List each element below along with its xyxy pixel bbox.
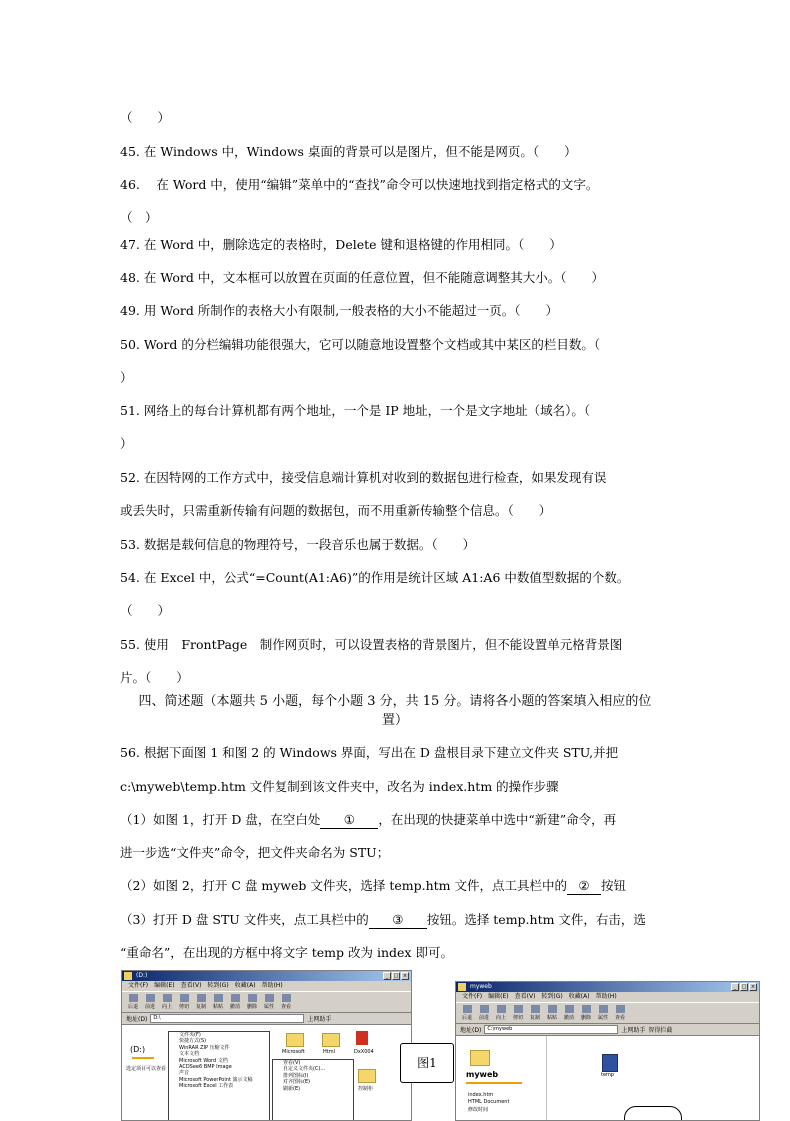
step2-text-b: 按钮 bbox=[600, 878, 626, 893]
delete-icon bbox=[582, 1005, 591, 1013]
figure2-titlebar bbox=[456, 982, 759, 992]
folder-icon[interactable] bbox=[358, 1069, 376, 1083]
cut-button[interactable]: 剪切 bbox=[511, 1005, 525, 1021]
figure2-menubar bbox=[456, 992, 759, 1003]
menu-edit[interactable]: 编辑(E) bbox=[154, 982, 175, 989]
question-56-line1: 56. 根据下面图 1 和图 2 的 Windows 界面，写出在 D 盘根目录下建立文件夹 STU,并把 bbox=[120, 745, 619, 760]
back-icon bbox=[463, 1005, 472, 1013]
question-47: 47. 在 Word 中，删除选定的表格时，Delete 键和退格键的作用相同。（ ） bbox=[120, 237, 562, 252]
views-button[interactable]: 查看 bbox=[279, 994, 293, 1010]
paste-icon bbox=[548, 1005, 557, 1013]
menu-go[interactable]: 转到(G) bbox=[207, 982, 229, 989]
ctx2-arrange[interactable]: 排列图标(I) bbox=[283, 1072, 309, 1079]
views-icon bbox=[282, 994, 291, 1002]
ctx-excel[interactable]: Microsoft Excel 工作表 bbox=[179, 1083, 234, 1090]
folder-label-2: Html bbox=[323, 1049, 335, 1055]
figure2-window bbox=[455, 981, 760, 1121]
menu-view[interactable]: 查看(V) bbox=[180, 982, 202, 989]
paste-button[interactable]: 粘贴 bbox=[211, 994, 225, 1010]
question-46: 46. 在 Word 中，使用“编辑”菜单中的“查找”命令可以快速地找到指定格式的文字。 bbox=[120, 177, 599, 192]
link-label[interactable]: 上网助手 bbox=[621, 1027, 646, 1034]
step-1 bbox=[120, 812, 616, 829]
delete-button[interactable]: 删除 bbox=[245, 994, 259, 1010]
properties-button[interactable]: 属性 bbox=[262, 994, 276, 1010]
figure1-left-pane bbox=[122, 1025, 166, 1120]
question-45: 45. 在 Windows 中，Windows 桌面的背景可以是图片，但不能是网页。（ ） bbox=[120, 144, 577, 159]
step3-text-b: 按钮。选择 temp.htm 文件，右击，选 bbox=[426, 912, 646, 927]
figure1-address-bar bbox=[122, 1013, 411, 1025]
context-menu bbox=[272, 1059, 354, 1121]
figure1-toolbar bbox=[122, 992, 411, 1013]
step2-text-a: （2）如图 2，打开 C 盘 myweb 文件夹，选择 temp.htm 文件，点工具栏中的 bbox=[120, 878, 567, 893]
ctx2-align[interactable]: 对齐图标(E) bbox=[283, 1079, 311, 1086]
figure1-titlebar bbox=[122, 971, 411, 981]
question-51: 51. 网络上的每台计算机都有两个地址，一个是 IP 地址，一个是文字地址（域名）。（ bbox=[120, 403, 591, 418]
folder-name: myweb bbox=[466, 1070, 499, 1079]
ctx-winrar[interactable]: WinRAR ZIP 压缩文件 bbox=[179, 1044, 230, 1051]
section4-heading-line2: 置） bbox=[381, 713, 408, 728]
step3-text-a: （3）打开 D 盘 STU 文件夹，点工具栏中的 bbox=[120, 912, 369, 927]
cut-icon bbox=[180, 994, 189, 1002]
views-button[interactable]: 查看 bbox=[613, 1005, 627, 1021]
question-56-line2: c:\myweb\temp.htm 文件复制到该文件夹中，改名为 index.htm 的操作步骤 bbox=[120, 779, 559, 794]
figure2-content[interactable] bbox=[456, 1036, 759, 1120]
close-button[interactable]: × bbox=[402, 973, 408, 979]
up-button[interactable]: 向上 bbox=[494, 1005, 508, 1021]
back-button[interactable]: 后退 bbox=[126, 994, 140, 1010]
folder-icon bbox=[124, 972, 132, 980]
ctx-ppt[interactable]: Microsoft PowerPoint 演示文稿 bbox=[179, 1076, 253, 1083]
ctx-word-doc[interactable]: Microsoft Word 文档 bbox=[179, 1057, 228, 1064]
menu-view[interactable]: 查看(V) bbox=[514, 993, 536, 1000]
ctx-sound[interactable]: 声音 bbox=[179, 1070, 190, 1077]
figure2-title: myweb bbox=[470, 983, 492, 990]
question-46-tail: （ ） bbox=[120, 210, 158, 225]
back-button[interactable]: 后退 bbox=[460, 1005, 474, 1021]
folder-underline bbox=[466, 1082, 522, 1084]
menu-help[interactable]: 帮助(H) bbox=[595, 993, 617, 1000]
minimize-button[interactable]: _ bbox=[731, 983, 739, 991]
menu-favorites[interactable]: 收藏(A) bbox=[568, 993, 590, 1000]
address-label: 地址(D) bbox=[126, 1016, 148, 1023]
undo-icon bbox=[231, 994, 240, 1002]
delete-button[interactable]: 删除 bbox=[579, 1005, 593, 1021]
menu-edit[interactable]: 编辑(E) bbox=[488, 993, 509, 1000]
ctx-bmp[interactable]: ACDSee6 BMP Image bbox=[179, 1064, 232, 1071]
folder-label-3: DxX004 bbox=[354, 1049, 374, 1055]
link-label[interactable]: 上网助手 bbox=[307, 1016, 332, 1023]
forward-button[interactable]: 前进 bbox=[143, 994, 157, 1010]
forward-icon bbox=[480, 1005, 489, 1013]
step1-text-b: ，在出现的快捷菜单中选中“新建”命令，再 bbox=[378, 812, 617, 827]
link-label-2[interactable]: 智得拦截 bbox=[648, 1027, 673, 1034]
ctx2-refresh[interactable]: 刷新(E) bbox=[283, 1085, 301, 1092]
folder-label-4: 控制柜 bbox=[358, 1086, 374, 1092]
copy-icon bbox=[531, 1005, 540, 1013]
folder-icon[interactable] bbox=[286, 1033, 304, 1047]
figure2-left-pane bbox=[456, 1036, 547, 1120]
forward-button[interactable]: 前进 bbox=[477, 1005, 491, 1021]
copy-icon bbox=[197, 994, 206, 1002]
new-submenu bbox=[168, 1031, 270, 1121]
paste-button[interactable]: 粘贴 bbox=[545, 1005, 559, 1021]
close-button[interactable]: × bbox=[750, 984, 756, 990]
undo-icon bbox=[565, 1005, 574, 1013]
properties-icon bbox=[265, 994, 274, 1002]
properties-icon bbox=[599, 1005, 608, 1013]
ctx2-view[interactable]: 查看(V) bbox=[283, 1060, 301, 1066]
q44-tail: （ ） bbox=[120, 110, 171, 125]
minimize-button[interactable]: _ bbox=[383, 972, 391, 980]
html-file-label: temp bbox=[601, 1072, 615, 1078]
question-55-cont: 片。（ ） bbox=[120, 670, 189, 685]
maximize-button[interactable]: □ bbox=[393, 973, 399, 979]
drive-underline bbox=[132, 1057, 154, 1059]
views-icon bbox=[616, 1005, 625, 1013]
html-file-icon[interactable] bbox=[602, 1054, 618, 1072]
up-icon bbox=[497, 1005, 506, 1013]
question-50-tail: ） bbox=[120, 370, 133, 385]
menu-file[interactable]: 文件(F) bbox=[128, 982, 149, 989]
figure1-content[interactable] bbox=[122, 1025, 411, 1120]
figure1-title: (D:) bbox=[136, 972, 148, 979]
ctx2-customize[interactable]: 自定义文件夹(C)... bbox=[283, 1066, 326, 1073]
question-54: 54. 在 Excel 中，公式“=Count(A1:A6)”的作用是统计区域 A1:A6 中数值型数据的个数。 bbox=[120, 570, 630, 585]
figure1-window bbox=[121, 970, 412, 1121]
step-3 bbox=[120, 912, 646, 929]
up-button[interactable]: 向上 bbox=[160, 994, 174, 1010]
cut-button[interactable]: 剪切 bbox=[177, 994, 191, 1010]
properties-button[interactable]: 属性 bbox=[596, 1005, 610, 1021]
menu-help[interactable]: 帮助(H) bbox=[261, 982, 283, 989]
left-hint: 选定项目可以查看 bbox=[126, 1066, 167, 1072]
question-53: 53. 数据是载何信息的物理符号，一段音乐也属于数据。（ ） bbox=[120, 537, 476, 552]
ctx-text-doc[interactable]: 文本文档 bbox=[179, 1051, 200, 1058]
cut-icon bbox=[514, 1005, 523, 1013]
question-55: 55. 使用 FrontPage 制作网页时，可以设置表格的背景图片，但不能设置单元格背景图 bbox=[120, 637, 623, 652]
menu-favorites[interactable]: 收藏(A) bbox=[234, 982, 256, 989]
question-52-cont: 或丢失时，只需重新传输有问题的数据包，而不用重新传输整个信息。（ ） bbox=[120, 503, 552, 518]
figure2-toolbar bbox=[456, 1003, 759, 1024]
section4-heading-line1: 四、简述题（本题共 5 小题，每个小题 3 分，共 15 分。请将各小题的答案填入相应的位 bbox=[138, 694, 652, 709]
ctx-folder[interactable]: 文件夹(F) bbox=[179, 1032, 201, 1038]
back-icon bbox=[129, 994, 138, 1002]
question-49: 49. 用 Word 所制作的表格大小有限制,一般表格的大小不能超过一页。（ ） bbox=[120, 303, 559, 318]
folder-icon bbox=[470, 1050, 490, 1066]
figure1-menubar bbox=[122, 981, 411, 992]
file-modified: 修改时间 bbox=[468, 1107, 489, 1113]
address-input[interactable]: D:\ bbox=[150, 1014, 304, 1023]
menu-file[interactable]: 文件(F) bbox=[462, 993, 483, 1000]
step-3-cont: “重命名”，在出现的方框中将文字 temp 改为 index 即可。 bbox=[120, 945, 453, 960]
copy-button[interactable]: 复制 bbox=[528, 1005, 542, 1021]
figure1-callout: 图1 bbox=[400, 1043, 454, 1083]
folder-icon[interactable] bbox=[322, 1033, 340, 1047]
folder-label-1: Microsoft bbox=[282, 1049, 305, 1055]
step-1-cont: 进一步选“文件夹”命令，把文件夹命名为 STU； bbox=[120, 845, 390, 860]
undo-button[interactable]: 撤消 bbox=[562, 1005, 576, 1021]
app-icon[interactable] bbox=[356, 1031, 368, 1045]
question-52: 52. 在因特网的工作方式中，接受信息端计算机对收到的数据包进行检查，如果发现有误 bbox=[120, 470, 607, 485]
file-name: index.htm bbox=[468, 1092, 494, 1098]
question-48: 48. 在 Word 中，文本框可以放置在页面的任意位置，但不能随意调整其大小。（ ） bbox=[120, 270, 605, 285]
copy-button[interactable]: 复制 bbox=[194, 994, 208, 1010]
step1-text-a: （1）如图 1，打开 D 盘，在空白处 bbox=[120, 812, 321, 827]
undo-button[interactable]: 撤消 bbox=[228, 994, 242, 1010]
question-54-tail: （ ） bbox=[120, 603, 171, 618]
ctx-shortcut[interactable]: 快捷方式(S) bbox=[179, 1038, 207, 1045]
forward-icon bbox=[146, 994, 155, 1002]
menu-go[interactable]: 转到(G) bbox=[541, 993, 563, 1000]
drive-label: (D:) bbox=[130, 1045, 146, 1054]
blank-1: ① bbox=[320, 812, 378, 829]
address-input[interactable]: C:\myweb bbox=[484, 1025, 618, 1034]
figure2-address-bar bbox=[456, 1024, 759, 1036]
folder-icon bbox=[458, 983, 466, 991]
file-type: HTML Document bbox=[468, 1099, 510, 1105]
step-2 bbox=[120, 878, 626, 895]
paste-icon bbox=[214, 994, 223, 1002]
maximize-button[interactable]: □ bbox=[741, 984, 747, 990]
delete-icon bbox=[248, 994, 257, 1002]
blank-2: ② bbox=[567, 878, 601, 895]
question-51-tail: ） bbox=[120, 436, 133, 451]
blank-3: ③ bbox=[369, 912, 427, 929]
address-label: 地址(D) bbox=[460, 1027, 482, 1034]
question-50: 50. Word 的分栏编辑功能很强大，它可以随意地设置整个文档或其中某区的栏目数。（ bbox=[120, 337, 601, 352]
up-icon bbox=[163, 994, 172, 1002]
